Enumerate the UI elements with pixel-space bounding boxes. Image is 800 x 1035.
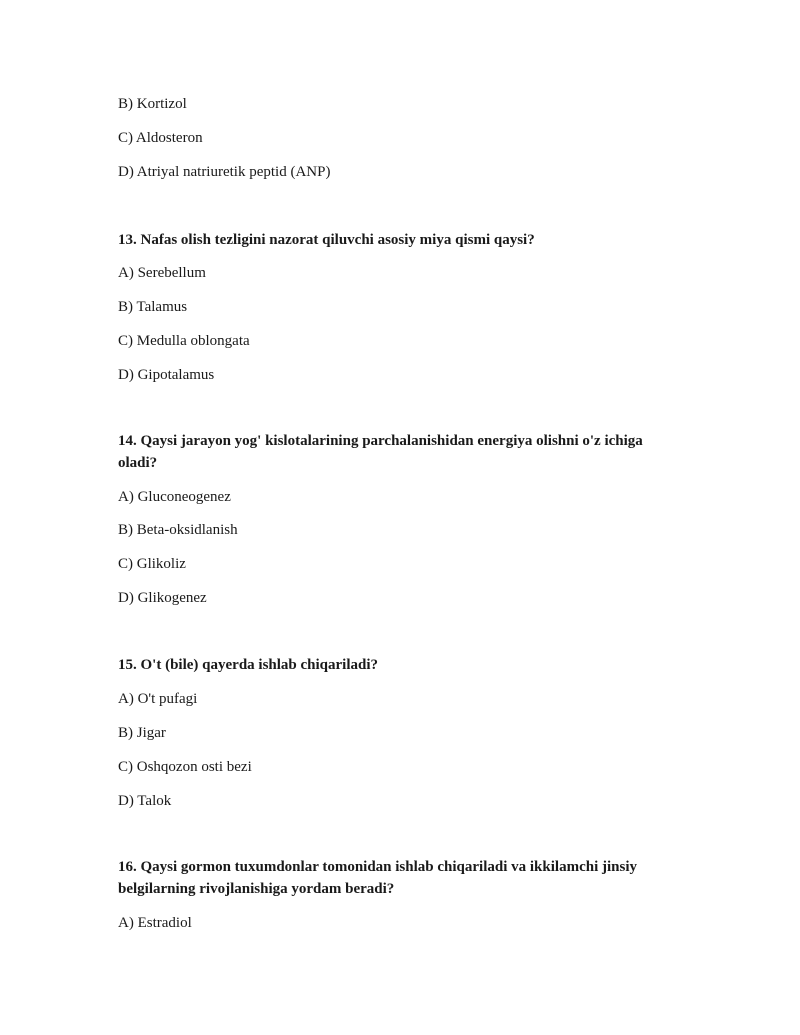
q13-question: 13. Nafas olish tezligini nazorat qiluvchi asosiy miya qismi qaysi? (118, 232, 535, 248)
q14-option-a: A) Gluconeogenez (118, 489, 231, 505)
q15-option-b: B) Jigar (118, 725, 166, 741)
q15-question: 15. O't (bile) qayerda ishlab chiqariladi? (118, 657, 379, 673)
q16-question: 16. Qaysi gormon tuxumdonlar tomonidan ishlab chiqariladi va ikkilamchi jinsiy belgilarning rivojlanishiga yordam beradi? (118, 859, 637, 897)
q13-option-a: A) Serebellum (118, 265, 206, 281)
q13-option-d: D) Gipotalamus (118, 367, 215, 383)
q12-option-d: D) Atriyal natriuretik peptid (ANP) (118, 164, 331, 180)
q13-option-b: B) Talamus (118, 299, 188, 315)
q14-option-b: B) Beta-oksidlanish (118, 522, 238, 538)
q12-option-b: B) Kortizol (118, 96, 187, 112)
q14-question: 14. Qaysi jarayon yog' kislotalarining parchalanishidan energiya olishni o'z ichiga oladi? (118, 433, 643, 471)
q15-option-d: D) Talok (118, 793, 172, 809)
q13-option-c: C) Medulla oblongata (118, 333, 250, 349)
q12-option-c: C) Aldosteron (118, 130, 203, 146)
q14-option-c: C) Glikoliz (118, 556, 186, 572)
q15-option-c: C) Oshqozon osti bezi (118, 759, 252, 775)
q14-option-d: D) Glikogenez (118, 590, 207, 606)
q16-option-a: A) Estradiol (118, 915, 192, 931)
q15-option-a: A) O't pufagi (118, 691, 198, 707)
